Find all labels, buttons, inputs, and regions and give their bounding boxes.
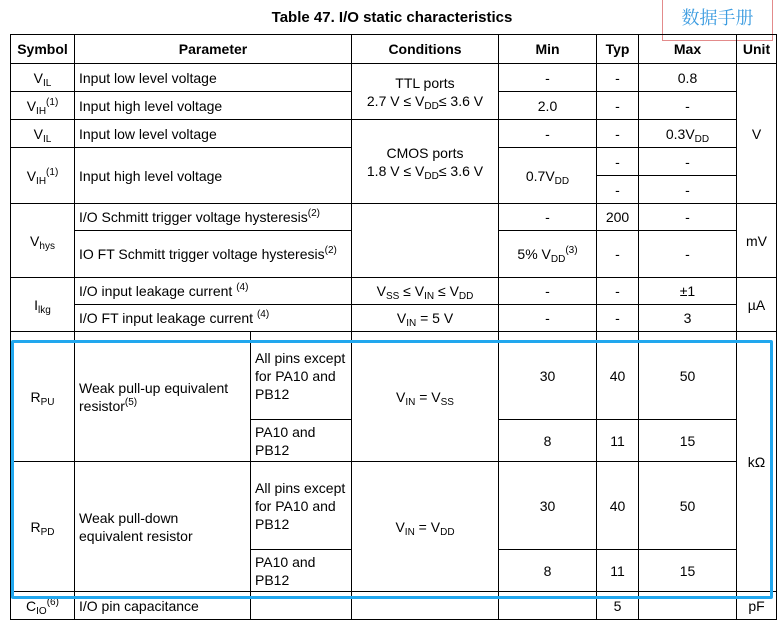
- symbol-cell: $R_{PU}$: [11, 332, 75, 462]
- symbol-cell: $I_{lkg}$: [11, 278, 75, 332]
- typ-cell: -: [597, 64, 639, 92]
- conditions-cell: $V_{IN} = V_{SS}$: [352, 332, 499, 462]
- table-row: [11, 278, 777, 305]
- max-cell: 50: [639, 462, 737, 550]
- parameter-cell: Input low level voltage: [75, 120, 352, 148]
- max-cell: -: [639, 231, 737, 278]
- parameter-cell: Weak pull-down equivalent resistor: [75, 462, 251, 592]
- max-cell: -: [639, 176, 737, 204]
- conditions-cell: CMOS ports 1.8 $V \le V_{DD}\le 3.6$ V: [352, 120, 499, 204]
- min-cell: 5% $V_{DD}^{(3)}$: [499, 231, 597, 278]
- unit-cell: V: [737, 64, 777, 204]
- min-cell: 30: [499, 332, 597, 420]
- typ-cell: -: [597, 120, 639, 148]
- header-conditions: Conditions: [352, 35, 499, 64]
- symbol-cell: $V_{IH}^{(1)}$: [11, 148, 75, 204]
- pins-cell: PA10 and PB12: [251, 420, 352, 462]
- header-typ: Typ: [597, 35, 639, 64]
- min-cell: -: [499, 204, 597, 231]
- symbol-cell: $V_{IH}^{(1)}$: [11, 92, 75, 120]
- parameter-cell: I/O Schmitt trigger voltage hysteresis$^{(2)}$: [75, 204, 352, 231]
- unit-cell: mV: [737, 204, 777, 278]
- conditions-cell: TTL ports 2.7 $V \le V_{DD}\le 3.6$ V: [352, 64, 499, 120]
- typ-cell: 40: [597, 462, 639, 550]
- max-cell: 3: [639, 305, 737, 332]
- header-unit: Unit: [737, 35, 777, 64]
- typ-cell: -: [597, 176, 639, 204]
- symbol-cell: $V_{hys}$: [11, 204, 75, 278]
- max-cell: 50: [639, 332, 737, 420]
- typ-cell: -: [597, 305, 639, 332]
- parameter-cell: I/O FT input leakage current $^{(4)}$: [75, 305, 352, 332]
- typ-cell: 11: [597, 420, 639, 462]
- min-cell: -: [499, 278, 597, 305]
- header-max: Max: [639, 35, 737, 64]
- conditions-cell: [352, 204, 499, 278]
- typ-cell: -: [597, 278, 639, 305]
- min-cell: $0.7V_{DD}$: [499, 148, 597, 204]
- min-cell: -: [499, 64, 597, 92]
- min-cell: -: [499, 120, 597, 148]
- symbol-cell: $V_{IL}$: [11, 64, 75, 92]
- parameter-cell: Weak pull-up equivalent resistor$^{(5)}$: [75, 332, 251, 462]
- min-cell: 8: [499, 550, 597, 592]
- unit-cell: µA: [737, 278, 777, 332]
- conditions-cell: [352, 592, 499, 620]
- max-cell: -: [639, 204, 737, 231]
- unit-cell: kΩ: [737, 332, 777, 592]
- parameter-cell: Input high level voltage: [75, 148, 352, 204]
- table-row: [11, 305, 777, 332]
- min-cell: 8: [499, 420, 597, 462]
- max-cell: 0.8: [639, 64, 737, 92]
- conditions-cell: $V_{IN} = V_{DD}$: [352, 462, 499, 592]
- table-row: [11, 592, 777, 620]
- typ-cell: 200: [597, 204, 639, 231]
- typ-cell: 5: [597, 592, 639, 620]
- parameter-cell: IO FT Schmitt trigger voltage hysteresis$^{(2)}$: [75, 231, 352, 278]
- conditions-cell: $V_{IN} = 5$ V: [352, 305, 499, 332]
- table-row: [11, 332, 777, 420]
- unit-cell: pF: [737, 592, 777, 620]
- symbol-cell: $C_{IO}^{(6)}$: [11, 592, 75, 620]
- table-row: [11, 64, 777, 92]
- max-cell: ±1: [639, 278, 737, 305]
- max-cell: [639, 592, 737, 620]
- min-cell: [499, 592, 597, 620]
- pins-cell: [251, 592, 352, 620]
- typ-cell: 11: [597, 550, 639, 592]
- header-min: Min: [499, 35, 597, 64]
- header-parameter: Parameter: [75, 35, 352, 64]
- pins-cell: PA10 and PB12: [251, 550, 352, 592]
- symbol-cell: $V_{IL}$: [11, 120, 75, 148]
- symbol-cell: $R_{PD}$: [11, 462, 75, 592]
- header-symbol: Symbol: [11, 35, 75, 64]
- max-cell: -: [639, 92, 737, 120]
- typ-cell: 40: [597, 332, 639, 420]
- header-row: [11, 35, 777, 64]
- table-title: Table 47. I/O static characteristics: [271, 9, 513, 26]
- parameter-cell: Input high level voltage: [75, 92, 352, 120]
- min-cell: -: [499, 305, 597, 332]
- io-characteristics-table: [10, 34, 777, 620]
- table-row: [11, 462, 777, 550]
- max-cell: $0.3V_{DD}$: [639, 120, 737, 148]
- min-cell: 30: [499, 462, 597, 550]
- min-cell: 2.0: [499, 92, 597, 120]
- typ-cell: -: [597, 148, 639, 176]
- conditions-cell: $V_{SS} \le V_{IN} \le V_{DD}$: [352, 278, 499, 305]
- max-cell: 15: [639, 550, 737, 592]
- max-cell: 15: [639, 420, 737, 462]
- watermark-stamp: 数据手册: [662, 0, 773, 41]
- table-row: [11, 204, 777, 231]
- pins-cell: All pins except for PA10 and PB12: [251, 462, 352, 550]
- parameter-cell: I/O input leakage current $^{(4)}$: [75, 278, 352, 305]
- parameter-cell: I/O pin capacitance: [75, 592, 251, 620]
- typ-cell: -: [597, 231, 639, 278]
- pins-cell: All pins except for PA10 and PB12: [251, 332, 352, 420]
- table-row: [11, 120, 777, 148]
- parameter-cell: Input low level voltage: [75, 64, 352, 92]
- max-cell: -: [639, 148, 737, 176]
- typ-cell: -: [597, 92, 639, 120]
